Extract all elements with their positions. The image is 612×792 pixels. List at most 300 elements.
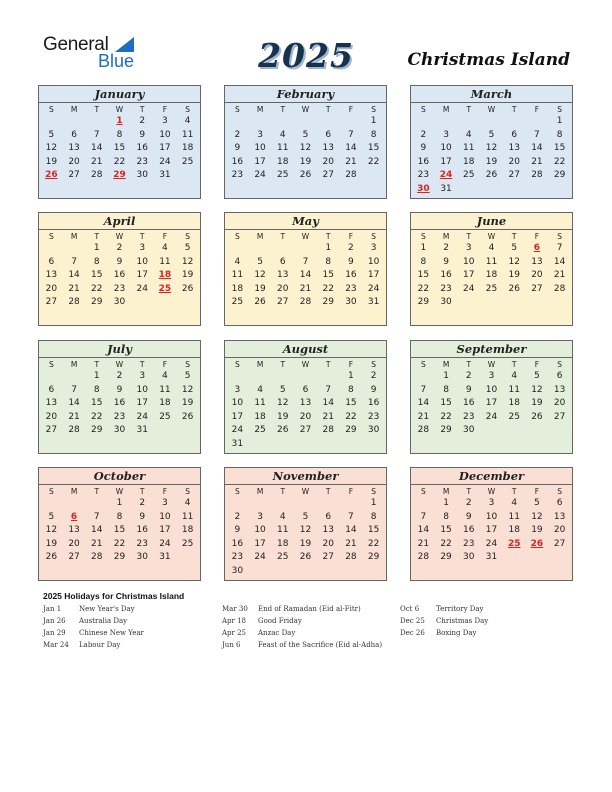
weekday-label: W — [487, 232, 496, 241]
day-cell: 27 — [45, 297, 58, 308]
day-cell: 3 — [370, 243, 377, 253]
day-cell: 23 — [231, 552, 244, 563]
day-cell: 7 — [71, 384, 77, 395]
day-cell: 25 — [159, 411, 171, 422]
day-cell: 6 — [48, 384, 55, 395]
weekday-label: T — [325, 487, 331, 496]
day-cell: 14 — [531, 143, 543, 154]
calendar-year: 2025 — [258, 36, 354, 75]
day-cell: 25 — [181, 538, 194, 549]
empty-day-cell — [40, 370, 63, 384]
day-cell: 13 — [531, 256, 543, 267]
day-cell: 7 — [420, 384, 427, 395]
weekday-label: T — [511, 487, 517, 496]
day-cell: 25 — [277, 552, 289, 563]
day-cell: 21 — [68, 283, 80, 294]
day-cell: 15 — [553, 143, 566, 154]
day-cell: 18 — [508, 398, 520, 409]
day-cell: 22 — [367, 538, 380, 549]
holiday-date: Mar 24 — [43, 641, 69, 649]
day-cell: 29 — [440, 425, 452, 436]
day-cell: 24 — [485, 538, 498, 549]
day-cell: 2 — [234, 129, 241, 140]
day-cell: 26 — [277, 425, 289, 436]
weekday-label: T — [511, 360, 517, 369]
day-cell: 27 — [531, 283, 543, 294]
day-cell: 10 — [159, 511, 171, 522]
day-cell: 4 — [511, 498, 518, 508]
day-cell: 23 — [136, 538, 148, 549]
month-title: February — [225, 86, 386, 103]
day-cell: 15 — [113, 143, 126, 154]
weekday-label: T — [94, 360, 100, 369]
day-cell: 16 — [136, 143, 148, 154]
day-cell: 13 — [508, 143, 520, 154]
day-cell: 7 — [534, 129, 540, 140]
empty-day-cell — [526, 115, 549, 129]
day-cell: 27 — [68, 170, 80, 181]
day-cell: 21 — [417, 411, 430, 422]
day-cell: 19 — [485, 156, 498, 167]
day-cell: 6 — [325, 511, 332, 522]
day-cell: 10 — [136, 256, 148, 267]
day-cell: 14 — [417, 398, 430, 409]
day-cell: 6 — [48, 256, 55, 267]
weekday-label: T — [466, 360, 472, 369]
day-cell: 26 — [181, 283, 194, 294]
day-cell: 9 — [348, 256, 354, 267]
day-cell: 31 — [440, 183, 452, 194]
day-cell: 12 — [531, 384, 543, 395]
day-cell: 16 — [440, 270, 452, 281]
day-cell: 2 — [116, 243, 123, 253]
day-cell: 7 — [325, 384, 332, 395]
day-cell: 25 — [181, 156, 194, 167]
day-cell: 24 — [159, 538, 171, 549]
day-cell: 12 — [45, 143, 58, 154]
day-cell: 1 — [116, 498, 123, 508]
weekday-label: T — [325, 105, 331, 114]
month-grid — [39, 485, 200, 565]
weekday-label: M — [256, 105, 264, 114]
day-cell: 24 — [485, 411, 498, 422]
day-cell: 11 — [159, 384, 171, 395]
day-cell: 13 — [68, 143, 80, 154]
day-cell: 20 — [45, 283, 58, 294]
weekday-label: M — [70, 232, 78, 241]
day-cell: 30 — [463, 425, 475, 436]
holiday-name: End of Ramadan (Eid al-Fitr) — [258, 605, 361, 613]
empty-day-cell — [85, 497, 108, 511]
weekday-label: M — [442, 232, 450, 241]
day-cell: 25 — [485, 283, 498, 294]
empty-day-cell — [271, 370, 294, 384]
day-cell: 25 — [463, 170, 475, 181]
day-cell: 10 — [485, 511, 498, 522]
day-cell: 22 — [553, 156, 566, 167]
day-cell: 3 — [139, 243, 146, 253]
day-cell: 11 — [485, 256, 498, 267]
holiday-name: Australia Day — [79, 617, 128, 625]
day-cell: 9 — [443, 256, 449, 267]
day-cell: 18 — [181, 143, 194, 154]
day-cell: 12 — [45, 525, 58, 536]
day-cell: 5 — [534, 498, 540, 508]
weekday-label: T — [139, 105, 145, 114]
day-cell: 11 — [181, 129, 194, 140]
day-cell: 30 — [113, 297, 126, 308]
day-cell: 31 — [367, 297, 380, 308]
day-cell: 26 — [531, 411, 543, 422]
weekday-label: W — [115, 487, 124, 496]
empty-day-cell — [85, 115, 108, 129]
day-cell: 10 — [367, 256, 380, 267]
day-cell: 2 — [348, 243, 354, 253]
day-cell: 8 — [370, 129, 377, 140]
weekday-label: S — [185, 360, 191, 369]
day-cell: 20 — [508, 156, 520, 167]
day-cell: 10 — [440, 143, 452, 154]
empty-day-cell — [457, 115, 480, 129]
day-cell: 8 — [93, 256, 100, 267]
day-cell: 13 — [45, 270, 58, 281]
day-cell: 27 — [553, 411, 566, 422]
month-title: September — [411, 341, 572, 358]
month-title: June — [411, 213, 572, 230]
day-cell: 20 — [322, 538, 334, 549]
empty-day-cell — [412, 115, 435, 129]
day-cell: 29 — [345, 425, 357, 436]
holiday-day-cell: 26 — [45, 170, 58, 181]
month-title: October — [39, 468, 200, 485]
day-cell: 11 — [277, 525, 289, 536]
day-cell: 15 — [113, 525, 126, 536]
day-cell: 14 — [345, 525, 357, 536]
day-cell: 13 — [68, 525, 80, 536]
weekday-label: T — [280, 232, 286, 241]
day-cell: 4 — [511, 371, 518, 381]
empty-day-cell — [249, 370, 272, 384]
day-cell: 6 — [302, 384, 309, 395]
weekday-label: S — [234, 487, 240, 496]
day-cell: 8 — [325, 256, 332, 267]
day-cell: 13 — [322, 143, 334, 154]
weekday-label: M — [256, 360, 264, 369]
day-cell: 26 — [181, 411, 194, 422]
month-november — [224, 467, 387, 581]
day-cell: 30 — [113, 425, 126, 436]
day-cell: 4 — [257, 384, 263, 395]
weekday-label: T — [325, 232, 331, 241]
day-cell: 23 — [463, 411, 475, 422]
day-cell: 4 — [279, 511, 286, 522]
weekday-label: T — [511, 232, 517, 241]
month-title: August — [225, 341, 386, 358]
weekday-label: W — [115, 232, 124, 241]
day-cell: 15 — [417, 270, 430, 281]
day-cell: 23 — [417, 170, 430, 181]
day-cell: 21 — [345, 538, 357, 549]
day-cell: 22 — [113, 538, 126, 549]
weekday-label: F — [534, 232, 540, 241]
day-cell: 2 — [443, 243, 449, 253]
day-cell: 20 — [322, 156, 334, 167]
month-grid — [39, 103, 200, 183]
day-cell: 13 — [299, 398, 312, 409]
weekday-label: S — [557, 360, 563, 369]
day-cell: 16 — [113, 398, 126, 409]
day-cell: 19 — [181, 270, 194, 281]
day-cell: 3 — [162, 498, 168, 508]
day-cell: 3 — [443, 129, 449, 140]
weekday-label: T — [280, 487, 286, 496]
day-cell: 21 — [531, 156, 543, 167]
day-cell: 7 — [71, 256, 77, 267]
day-cell: 7 — [302, 256, 309, 267]
weekday-label: M — [70, 360, 78, 369]
holiday-day-cell: 25 — [158, 283, 172, 294]
day-cell: 4 — [234, 256, 241, 267]
day-cell: 21 — [417, 538, 430, 549]
day-cell: 1 — [348, 371, 354, 381]
day-cell: 14 — [299, 270, 312, 281]
day-cell: 2 — [139, 116, 146, 126]
month-june — [410, 212, 573, 326]
day-cell: 31 — [231, 438, 244, 449]
day-cell: 12 — [277, 398, 289, 409]
month-september — [410, 340, 573, 454]
day-cell: 11 — [508, 511, 520, 522]
weekday-label: F — [534, 487, 540, 496]
weekday-label: T — [466, 487, 472, 496]
holiday-day-cell: 18 — [158, 270, 172, 281]
day-cell: 11 — [277, 143, 289, 154]
day-cell: 24 — [159, 156, 171, 167]
holidays-title: 2025 Holidays for Christmas Island — [43, 591, 185, 601]
day-cell: 2 — [465, 371, 472, 381]
day-cell: 10 — [231, 398, 244, 409]
day-cell: 7 — [348, 511, 354, 522]
day-cell: 23 — [113, 411, 126, 422]
weekday-label: T — [511, 105, 517, 114]
month-title: May — [225, 213, 386, 230]
weekday-label: F — [534, 105, 540, 114]
empty-day-cell — [294, 497, 317, 511]
day-cell: 31 — [159, 170, 171, 181]
day-cell: 28 — [417, 425, 430, 436]
empty-day-cell — [412, 370, 435, 384]
day-cell: 14 — [68, 270, 80, 281]
day-cell: 29 — [113, 552, 126, 563]
day-cell: 14 — [68, 398, 80, 409]
day-cell: 29 — [417, 297, 430, 308]
day-cell: 28 — [91, 552, 103, 563]
month-title: April — [39, 213, 200, 230]
day-cell: 12 — [531, 511, 543, 522]
day-cell: 23 — [345, 283, 357, 294]
month-march — [410, 85, 573, 199]
day-cell: 16 — [113, 270, 126, 281]
month-grid — [411, 103, 572, 197]
day-cell: 21 — [91, 156, 103, 167]
day-cell: 9 — [465, 511, 472, 522]
day-cell: 30 — [136, 170, 148, 181]
holiday-name: Christmas Day — [436, 617, 489, 625]
day-cell: 2 — [234, 511, 241, 522]
month-grid — [225, 230, 386, 310]
day-cell: 15 — [367, 525, 380, 536]
day-cell: 22 — [91, 411, 103, 422]
weekday-label: S — [371, 232, 377, 241]
empty-day-cell — [435, 115, 458, 129]
day-cell: 27 — [508, 170, 520, 181]
day-cell: 15 — [345, 398, 357, 409]
day-cell: 28 — [91, 170, 103, 181]
weekday-label: W — [301, 105, 310, 114]
day-cell: 11 — [508, 384, 520, 395]
day-cell: 16 — [463, 525, 475, 536]
day-cell: 18 — [231, 283, 244, 294]
day-cell: 18 — [508, 525, 520, 536]
empty-day-cell — [63, 242, 86, 256]
day-cell: 8 — [116, 129, 123, 140]
day-cell: 20 — [553, 398, 566, 409]
day-cell: 3 — [162, 116, 168, 126]
empty-day-cell — [294, 115, 317, 129]
holiday-day-cell: 25 — [507, 538, 521, 549]
day-cell: 26 — [45, 552, 58, 563]
empty-day-cell — [63, 497, 86, 511]
month-title: December — [411, 468, 572, 485]
day-cell: 2 — [465, 498, 472, 508]
weekday-label: S — [185, 232, 191, 241]
logo-blue-text: Blue — [98, 51, 135, 71]
day-cell: 6 — [556, 371, 563, 381]
weekday-label: F — [162, 487, 168, 496]
day-cell: 5 — [48, 511, 55, 522]
day-cell: 22 — [440, 411, 452, 422]
holiday-date: Jan 1 — [43, 605, 62, 613]
day-cell: 17 — [367, 270, 380, 281]
day-cell: 23 — [440, 283, 452, 294]
day-cell: 6 — [556, 498, 563, 508]
holiday-date: Jun 6 — [222, 641, 241, 649]
day-cell: 10 — [159, 129, 171, 140]
day-cell: 21 — [91, 538, 103, 549]
holiday-day-cell: 6 — [533, 243, 541, 253]
empty-day-cell — [294, 370, 317, 384]
holiday-date: Jan 29 — [43, 629, 66, 637]
day-cell: 15 — [440, 525, 452, 536]
day-cell: 28 — [299, 297, 312, 308]
day-cell: 7 — [93, 511, 100, 522]
empty-day-cell — [340, 497, 363, 511]
holiday-date: Apr 25 — [222, 629, 247, 637]
day-cell: 24 — [231, 425, 244, 436]
day-cell: 29 — [91, 297, 103, 308]
day-cell: 17 — [254, 156, 266, 167]
day-cell: 28 — [531, 170, 543, 181]
day-cell: 23 — [231, 170, 244, 181]
day-cell: 12 — [508, 256, 520, 267]
day-cell: 4 — [279, 129, 286, 140]
day-cell: 21 — [322, 411, 334, 422]
day-cell: 1 — [443, 498, 449, 508]
day-cell: 9 — [116, 256, 123, 267]
empty-day-cell — [40, 497, 63, 511]
weekday-label: S — [48, 487, 54, 496]
weekday-label: S — [185, 105, 191, 114]
day-cell: 17 — [159, 525, 171, 536]
day-cell: 2 — [116, 371, 123, 381]
empty-day-cell — [317, 497, 340, 511]
weekday-label: S — [48, 232, 54, 241]
day-cell: 2 — [370, 371, 377, 381]
day-cell: 5 — [279, 384, 286, 395]
weekday-label: M — [70, 105, 78, 114]
weekday-label: F — [162, 360, 168, 369]
day-cell: 10 — [463, 256, 475, 267]
weekday-label: W — [301, 487, 310, 496]
day-cell: 12 — [485, 143, 498, 154]
day-cell: 23 — [136, 156, 148, 167]
day-cell: 10 — [136, 384, 148, 395]
day-cell: 30 — [345, 297, 357, 308]
weekday-label: S — [48, 360, 54, 369]
day-cell: 5 — [48, 129, 55, 140]
day-cell: 3 — [139, 371, 146, 381]
day-cell: 22 — [113, 156, 126, 167]
empty-day-cell — [63, 370, 86, 384]
day-cell: 13 — [322, 525, 334, 536]
holiday-name: New Year's Day — [79, 605, 135, 613]
day-cell: 4 — [184, 116, 191, 126]
weekday-label: W — [487, 360, 496, 369]
day-cell: 26 — [254, 297, 266, 308]
day-cell: 28 — [345, 170, 357, 181]
day-cell: 2 — [139, 498, 146, 508]
day-cell: 27 — [45, 425, 58, 436]
day-cell: 24 — [367, 283, 380, 294]
day-cell: 5 — [257, 256, 263, 267]
month-grid — [225, 485, 386, 579]
day-cell: 5 — [302, 129, 309, 140]
holiday-day-cell: 24 — [439, 170, 453, 181]
day-cell: 30 — [367, 425, 380, 436]
day-cell: 15 — [367, 143, 380, 154]
day-cell: 7 — [348, 129, 354, 140]
day-cell: 12 — [299, 525, 312, 536]
day-cell: 15 — [322, 270, 334, 281]
month-title: January — [39, 86, 200, 103]
day-cell: 27 — [553, 538, 566, 549]
holiday-name: Chinese New Year — [79, 629, 144, 637]
weekday-label: T — [466, 232, 472, 241]
weekday-label: S — [371, 105, 377, 114]
empty-day-cell — [271, 242, 294, 256]
day-cell: 5 — [184, 371, 191, 381]
day-cell: 17 — [485, 525, 498, 536]
day-cell: 28 — [417, 552, 430, 563]
day-cell: 11 — [181, 511, 194, 522]
day-cell: 9 — [234, 143, 241, 154]
month-grid — [411, 358, 572, 438]
weekday-label: F — [162, 232, 168, 241]
empty-day-cell — [317, 370, 340, 384]
day-cell: 19 — [299, 156, 312, 167]
day-cell: 5 — [534, 371, 540, 381]
holiday-date: Dec 25 — [400, 617, 425, 625]
